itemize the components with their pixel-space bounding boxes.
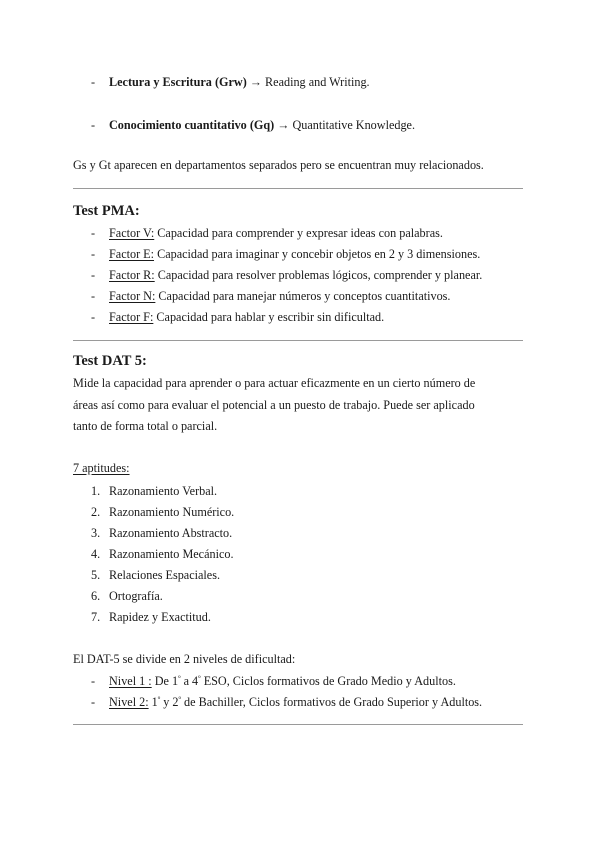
dat-description-line: tanto de forma total o parcial. xyxy=(73,419,218,433)
intro-item-term: Conocimiento cuantitativo (Gq) xyxy=(109,118,275,132)
relation-note: Gs y Gt aparecen en departamentos separados pero se encuentran muy relacionados. xyxy=(73,158,484,172)
factor-label: Factor F: xyxy=(109,310,154,324)
intro-item-term: Lectura y Escritura (Grw) xyxy=(109,75,247,89)
aptitude-number: 2. xyxy=(91,505,101,519)
aptitude-text: Razonamiento Numérico. xyxy=(109,505,235,519)
factor-text: Capacidad para hablar y escribir sin dificultad. xyxy=(153,310,385,324)
bullet-dash: - xyxy=(91,310,96,324)
bullet-dash: - xyxy=(91,118,96,132)
aptitude-text: Razonamiento Verbal. xyxy=(109,484,218,498)
levels-intro: El DAT-5 se divide en 2 niveles de dificultad: xyxy=(73,652,296,666)
aptitude-number: 1. xyxy=(91,484,101,498)
bullet-dash: - xyxy=(91,226,96,240)
aptitude-number: 7. xyxy=(91,610,101,624)
bullet-dash: - xyxy=(91,674,96,688)
factor-label: Factor E: xyxy=(109,247,155,261)
section-divider xyxy=(73,188,523,189)
section-divider xyxy=(73,340,523,341)
intro-item-text: → Reading and Writing. xyxy=(246,75,370,89)
document-page: - Lectura y Escritura (Grw) → Reading and Writing. - Conocimiento cuantitativo (Gq) → Quantitative Knowledge. Gs y Gt aparecen en departamentos separados pero se encuentran muy relacionados. Test PMA: - Factor V: Capacidad para comprender y expresar ideas con palabras. - Factor E: Capacidad para imaginar y concebir objetos en 2 y 3 dimensiones. - Factor R: Capacidad para resolver problemas lógicos, comprender y planear. - Factor N: Capacidad para manejar números y conceptos cuantitativos. - Factor F: Capacidad para hablar y escribir sin dificultad. Test DAT 5: Mide la capacidad para aprender o para actuar eficazmente en un cierto número de áreas así como para evaluar el potencial a un puesto de trabajo. Puede ser aplicado tanto de forma total o parcial. 7 aptitudes: 1. Razonamiento Verbal. 2. Razonamiento Numérico. 3. Razonamiento Abstracto. 4. Razonamiento Mecánico. 5. Relaciones Espaciales. 6. Ortografía. 7. Rapidez y Exactitud. El DAT-5 se divide en 2 niveles de dificultad: - Nivel 1 : De $1^º$ a $4^º$ ESO, Ciclos formativos de Grado Medio y Adultos. - Nivel 2: $1^º$ y $2^º$ de Bachiller, Ciclos formativos de Grado Superior y Adultos. xyxy=(0,0,600,848)
aptitude-text: Ortografía. xyxy=(109,589,163,603)
section-divider xyxy=(73,724,523,725)
aptitude-number: 3. xyxy=(91,526,101,540)
dat-description-line: áreas así como para evaluar el potencial a un puesto de trabajo. Puede ser aplicado xyxy=(73,398,475,412)
dat-description-line: Mide la capacidad para aprender o para actuar eficazmente en un cierto número de xyxy=(73,376,476,390)
factor-text: Capacidad para resolver problemas lógicos, comprender y planear. xyxy=(154,268,483,282)
aptitude-text: Relaciones Espaciales. xyxy=(109,568,220,582)
aptitude-number: 5. xyxy=(91,568,101,582)
dat-heading: Test DAT 5: xyxy=(73,353,147,369)
factor-text: Capacidad para imaginar y concebir objetos en 2 y 3 dimensiones. xyxy=(154,247,481,261)
intro-item-text: → Quantitative Knowledge. xyxy=(274,118,416,132)
factor-text: Capacidad para manejar números y conceptos cuantitativos. xyxy=(155,289,451,303)
factor-label: Factor R: xyxy=(109,268,155,282)
bullet-dash: - xyxy=(91,268,96,282)
factor-text: Capacidad para comprender y expresar ideas con palabras. xyxy=(154,226,443,240)
level-label: Nivel 2: xyxy=(109,695,149,709)
bullet-dash: - xyxy=(91,695,96,709)
bullet-dash: - xyxy=(91,75,96,89)
aptitude-text: Rapidez y Exactitud. xyxy=(109,610,211,624)
factor-label: Factor V: xyxy=(109,226,155,240)
bullet-dash: - xyxy=(91,289,96,303)
aptitude-number: 4. xyxy=(91,547,101,561)
bullet-dash: - xyxy=(91,247,96,261)
aptitude-text: Razonamiento Abstracto. xyxy=(109,526,233,540)
factor-label: Factor N: xyxy=(109,289,156,303)
level-label: Nivel 1 : xyxy=(109,674,152,688)
aptitudes-heading: 7 aptitudes: xyxy=(73,461,130,475)
aptitude-number: 6. xyxy=(91,589,101,603)
aptitude-text: Razonamiento Mecánico. xyxy=(109,547,234,561)
pma-heading: Test PMA: xyxy=(73,203,140,219)
